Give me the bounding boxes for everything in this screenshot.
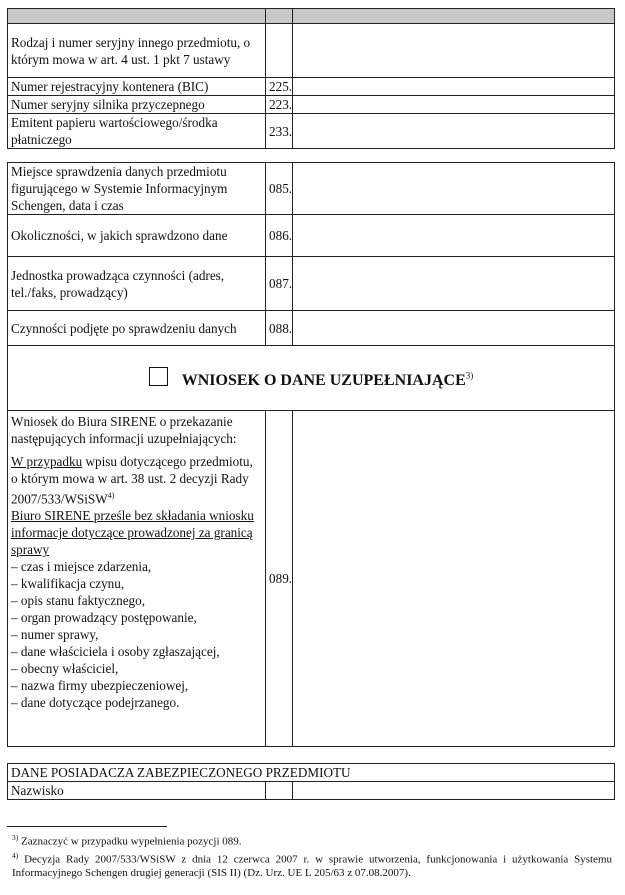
section-title-cell: [8, 346, 615, 411]
list-item: – dane dotyczące podejrzanego.: [11, 695, 180, 711]
value-field[interactable]: [293, 24, 615, 78]
sirene-text: Biuro SIRENE prześle bez składania wniosku informacje dotyczące prowadzonej za granicą sprawy: [11, 508, 254, 558]
row-code: 088.: [266, 311, 293, 346]
table-row: [8, 24, 615, 78]
row-label: Nazwisko: [8, 782, 266, 800]
list-item: – dane właściciela i osoby zgłaszającej,: [11, 644, 220, 660]
holder-header: DANE POSIADACZA ZABEZPIECZONEGO PRZEDMIOTU: [8, 764, 615, 782]
list-item: – organ prowadzący postępowanie,: [11, 610, 197, 626]
header-bar: [8, 9, 615, 24]
row-code: 225.: [266, 78, 293, 96]
value-field[interactable]: [293, 215, 615, 257]
row-code: 233.: [266, 114, 293, 149]
list-item: – obecny właściciel,: [11, 661, 119, 677]
holder-table: [7, 763, 615, 800]
footnote-divider: [7, 826, 167, 827]
footnote: $^{3)}$ Zaznaczyć w przypadku wypełnienia pozycji 089.: [12, 833, 242, 848]
section-title-row: [8, 346, 615, 411]
table-row: [8, 215, 615, 257]
section-title: WNIOSEK O DANE UZUPEŁNIAJĄCE$^{3)}$: [181, 370, 474, 389]
value-field[interactable]: [293, 114, 615, 149]
row-code: 223.: [266, 96, 293, 114]
row-label: Emitent papieru wartościowego/środka płatniczego: [8, 114, 266, 149]
request-label: [8, 411, 266, 747]
table-row: [8, 114, 615, 149]
value-field[interactable]: [293, 311, 615, 346]
row-code: [266, 24, 293, 78]
row-label: Numer seryjny silnika przyczepnego: [8, 96, 266, 114]
request-row: [8, 411, 615, 747]
table-row: [8, 257, 615, 311]
footnote: $^{4)}$ Decyzja Rady 2007/533/WSiSW z dnia 12 czerwca 2007 r. w sprawie utworzenia, funkcjonowania i użytkowania Systemu Informacyjnego Schengen drugiej generacji (SIS II) (Dz. Urz. UE L 205/63 z 07.08.2007).: [12, 851, 612, 880]
row-label: Okoliczności, w jakich sprawdzono dane: [8, 215, 266, 257]
row-label: Jednostka prowadząca czynności (adres, tel./faks, prowadzący): [8, 257, 266, 311]
value-field[interactable]: [293, 257, 615, 311]
row-code: 089.: [266, 411, 293, 747]
value-field[interactable]: [293, 96, 615, 114]
verification-table: [7, 162, 615, 747]
value-field[interactable]: [293, 782, 615, 800]
footnote-ref: 3): [465, 370, 474, 381]
list-item: – opis stanu faktycznego,: [11, 593, 146, 609]
request-intro: Wniosek do Biura SIRENE o przekazanie następujących informacji uzupełniających:: [11, 414, 237, 446]
table-row: [8, 78, 615, 96]
row-code: 087.: [266, 257, 293, 311]
row-code: [266, 782, 293, 800]
value-field[interactable]: [293, 411, 615, 747]
row-label: Miejsce sprawdzenia danych przedmiotu figurującego w Systemie Informacyjnym Schengen, data i czas: [8, 163, 266, 215]
row-code: 085.: [266, 163, 293, 215]
row-label: Rodzaj i numer seryjny innego przedmiotu, o którym mowa w art. 4 ust. 1 pkt 7 ustawy: [8, 24, 266, 78]
table-row: [8, 782, 615, 800]
value-field[interactable]: [293, 78, 615, 96]
case-text: W przypadku wpisu dotyczącego przedmiotu, o którym mowa w art. 38 ust. 2 decyzji Rady 2007/533/WSiSW$^{4)}$: [11, 454, 253, 507]
list-item: – numer sprawy,: [11, 627, 99, 643]
holder-header-row: [8, 764, 615, 782]
footnotes: [12, 831, 612, 881]
row-label: Czynności podjęte po sprawdzeniu danych: [8, 311, 266, 346]
row-label: Numer rejestracyjny kontenera (BIC): [8, 78, 266, 96]
request-checkbox[interactable]: [149, 367, 168, 386]
list-item: – nazwa firmy ubezpieczeniowej,: [11, 678, 189, 694]
table-row: [8, 311, 615, 346]
list-item: – czas i miejsce zdarzenia,: [11, 559, 152, 575]
table-row: [8, 163, 615, 215]
object-details-table: [7, 8, 615, 149]
list-item: – kwalifikacja czynu,: [11, 576, 125, 592]
value-field[interactable]: [293, 163, 615, 215]
row-code: 086.: [266, 215, 293, 257]
table-row: [8, 96, 615, 114]
